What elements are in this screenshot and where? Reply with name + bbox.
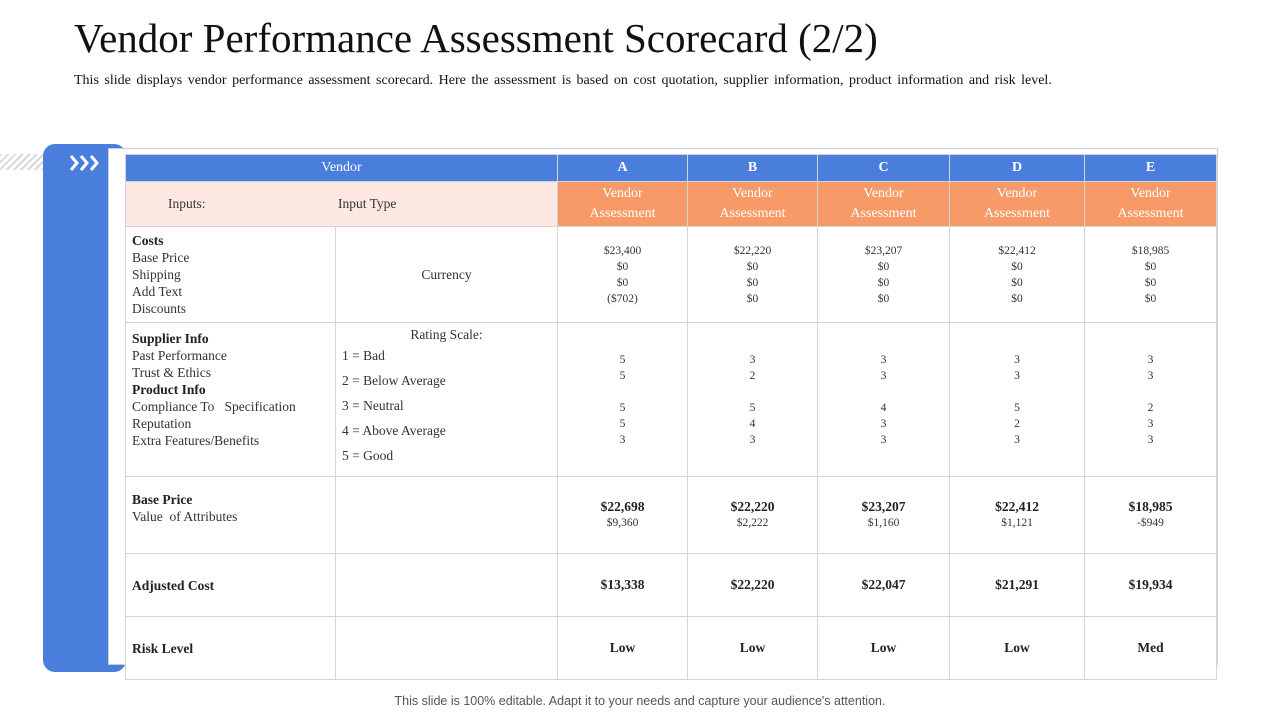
rating-value: 3 <box>749 433 756 446</box>
risk-level-b <box>688 617 818 680</box>
costs-type: Currency <box>336 227 558 323</box>
supplier-label-cell <box>126 323 336 477</box>
rating-value: 4 <box>880 401 887 414</box>
rating-value: 3 <box>749 353 756 366</box>
costs-values-b <box>688 227 818 323</box>
supplier-heading: Supplier Info <box>132 331 209 346</box>
input-type-label: Input Type <box>338 196 397 211</box>
va-line2: Assessment <box>589 206 656 221</box>
va-line1: Vendor <box>602 186 643 201</box>
cost-value: $0 <box>1011 260 1023 273</box>
base-price-row <box>126 477 1217 554</box>
cost-value: $0 <box>616 276 629 289</box>
vendor-c-header: C <box>818 155 950 182</box>
costs-row <box>126 227 1217 323</box>
adjusted-cost-value: $22,047 <box>861 577 906 592</box>
va-line2: Assessment <box>1117 206 1184 221</box>
base-price-value: $22,698 <box>600 499 645 514</box>
attribute-value: $2,222 <box>736 517 769 529</box>
cost-value: $0 <box>1144 276 1157 289</box>
costs-values-a <box>558 227 688 323</box>
inputs-label: Inputs: <box>168 196 206 211</box>
rating-value: 3 <box>1014 369 1020 382</box>
rating-scale-item: 5 = Good <box>342 448 394 463</box>
costs-label-cell <box>126 227 336 323</box>
rating-scale-title: Rating Scale: <box>410 327 483 342</box>
inputs-row <box>126 182 1217 227</box>
product-item: Reputation <box>132 416 192 431</box>
risk-level-type-cell <box>336 617 558 680</box>
costs-values-e <box>1085 227 1217 323</box>
adjusted-cost-heading: Adjusted Cost <box>132 577 215 593</box>
cost-value: $0 <box>616 260 629 273</box>
rating-scale-item: 1 = Bad <box>342 348 385 363</box>
scorecard-table <box>125 154 1217 680</box>
cost-value: $0 <box>877 292 890 305</box>
cost-value: $0 <box>877 276 890 289</box>
risk-value: Low <box>609 640 636 655</box>
vendor-assessment-cell <box>818 182 950 227</box>
rating-value: 3 <box>619 433 626 446</box>
adjusted-cost-value: $21,291 <box>995 577 1039 592</box>
page-title: Vendor Performance Assessment Scorecard (2/2) <box>74 15 878 61</box>
cost-value: $22,412 <box>998 244 1036 257</box>
risk-value: Low <box>870 640 897 655</box>
base-price-sub: Value of Attributes <box>132 509 238 524</box>
rating-value: 2 <box>1147 401 1154 414</box>
adjusted-cost-d <box>950 554 1085 617</box>
base-price-label-cell <box>126 477 336 554</box>
adjusted-cost-type-cell <box>336 554 558 617</box>
risk-level-e <box>1085 617 1217 680</box>
base-price-type-cell <box>336 477 558 554</box>
rating-value: 2 <box>1014 417 1020 430</box>
rating-value: 5 <box>749 401 756 414</box>
risk-level-heading: Risk Level <box>132 640 194 656</box>
cost-value: $22,220 <box>733 244 772 257</box>
adjusted-cost-c <box>818 554 950 617</box>
va-line2: Assessment <box>850 206 917 221</box>
adjusted-cost-value: $19,934 <box>1128 577 1173 592</box>
va-line1: Vendor <box>863 186 904 201</box>
supplier-item: Trust & Ethics <box>132 365 212 380</box>
risk-level-a <box>558 617 688 680</box>
product-item: Extra Features/Benefits <box>132 433 260 448</box>
base-price-d <box>950 477 1085 554</box>
cost-value: $0 <box>1011 292 1023 305</box>
page-subtitle: This slide displays vendor performance assessment scorecard. Here the assessment is based on cost quotation, supplier information, product information and risk level. <box>74 73 1052 88</box>
rating-scale-item: 2 = Below Average <box>342 373 446 388</box>
va-line1: Vendor <box>732 186 773 201</box>
vendor-assessment-cell <box>688 182 818 227</box>
product-item: Compliance To Specification <box>132 399 296 414</box>
rating-scale-cell <box>336 323 558 477</box>
costs-item: Base Price <box>132 250 190 265</box>
cost-value: $0 <box>746 260 759 273</box>
supplier-values-e <box>1085 323 1217 477</box>
adjusted-cost-value: $22,220 <box>730 577 775 592</box>
cost-value: $0 <box>877 260 890 273</box>
rating-value: 3 <box>1147 417 1154 430</box>
adjusted-cost-e <box>1085 554 1217 617</box>
rating-value: 3 <box>1014 433 1020 446</box>
attribute-value: $1,121 <box>1001 517 1033 529</box>
base-price-value: $18,985 <box>1128 499 1173 514</box>
va-line2: Assessment <box>983 206 1051 221</box>
vendor-d-header: D <box>950 155 1085 182</box>
base-price-b <box>688 477 818 554</box>
vendor-a-header: A <box>558 155 688 182</box>
base-price-heading: Base Price <box>132 492 193 507</box>
rating-value: 3 <box>1147 433 1154 446</box>
rating-value: 5 <box>1014 401 1020 414</box>
risk-value: Med <box>1137 640 1164 655</box>
adjusted-cost-row <box>126 554 1217 617</box>
vendor-header: Vendor <box>126 155 558 182</box>
costs-values-c <box>818 227 950 323</box>
rating-value: 3 <box>880 353 887 366</box>
supplier-values-c <box>818 323 950 477</box>
cost-value: $23,400 <box>603 244 642 257</box>
adjusted-cost-value: $13,338 <box>600 577 645 592</box>
costs-values-d <box>950 227 1085 323</box>
risk-value: Low <box>739 640 766 655</box>
base-price-value: $23,207 <box>861 499 906 514</box>
inputs-cell <box>126 182 558 227</box>
va-line1: Vendor <box>1130 186 1171 201</box>
footer-note: This slide is 100% editable. Adapt it to your needs and capture your audience's attention. <box>394 694 886 708</box>
base-price-c <box>818 477 950 554</box>
supplier-values-a <box>558 323 688 477</box>
base-price-e <box>1085 477 1217 554</box>
adjusted-cost-b <box>688 554 818 617</box>
va-line2: Assessment <box>719 206 786 221</box>
rating-value: 5 <box>619 417 626 430</box>
attribute-value: $9,360 <box>606 517 639 529</box>
va-line1: Vendor <box>996 186 1038 201</box>
cost-value: $23,207 <box>864 244 903 257</box>
rating-value: 5 <box>619 353 626 366</box>
attribute-value: -$949 <box>1137 517 1164 529</box>
supplier-row <box>126 323 1217 477</box>
vendor-b-header: B <box>688 155 818 182</box>
rating-value: 2 <box>749 369 756 382</box>
rating-value: 3 <box>1147 369 1154 382</box>
supplier-item: Past Performance <box>132 348 227 363</box>
adjusted-cost-label-cell <box>126 554 336 617</box>
rating-scale-item: 3 = Neutral <box>342 398 404 413</box>
rating-value: 3 <box>880 433 887 446</box>
vendor-e-header: E <box>1085 155 1217 182</box>
base-price-value: $22,412 <box>995 499 1039 514</box>
product-heading: Product Info <box>132 382 206 397</box>
costs-heading: Costs <box>132 233 164 248</box>
rating-value: 5 <box>619 401 626 414</box>
risk-level-c <box>818 617 950 680</box>
rating-value: 3 <box>880 369 887 382</box>
rating-scale-item: 4 = Above Average <box>342 423 446 438</box>
cost-value: $0 <box>1144 292 1157 305</box>
cost-value: $18,985 <box>1131 244 1170 257</box>
costs-item: Discounts <box>132 301 186 316</box>
risk-value: Low <box>1004 640 1030 655</box>
costs-item: Add Text <box>132 284 183 299</box>
supplier-values-b <box>688 323 818 477</box>
risk-level-d <box>950 617 1085 680</box>
cost-value: $0 <box>746 292 759 305</box>
chevron-arrows-icon <box>68 151 104 175</box>
supplier-values-d <box>950 323 1085 477</box>
rating-value: 5 <box>619 369 626 382</box>
base-price-value: $22,220 <box>730 499 775 514</box>
risk-level-label-cell <box>126 617 336 680</box>
table-header-row <box>126 155 1217 182</box>
base-price-a <box>558 477 688 554</box>
vendor-assessment-cell <box>558 182 688 227</box>
adjusted-cost-a <box>558 554 688 617</box>
cost-value: $0 <box>1011 276 1023 289</box>
cost-value: ($702) <box>607 292 638 305</box>
cost-value: $0 <box>746 276 759 289</box>
rating-value: 3 <box>1014 353 1020 366</box>
risk-level-row <box>126 617 1217 680</box>
costs-item: Shipping <box>132 267 181 282</box>
vendor-assessment-cell <box>1085 182 1217 227</box>
cost-value: $0 <box>1144 260 1157 273</box>
rating-value: 4 <box>749 417 756 430</box>
rating-value: 3 <box>880 417 887 430</box>
rating-value: 3 <box>1147 353 1154 366</box>
vendor-assessment-cell <box>950 182 1085 227</box>
attribute-value: $1,160 <box>867 517 900 529</box>
